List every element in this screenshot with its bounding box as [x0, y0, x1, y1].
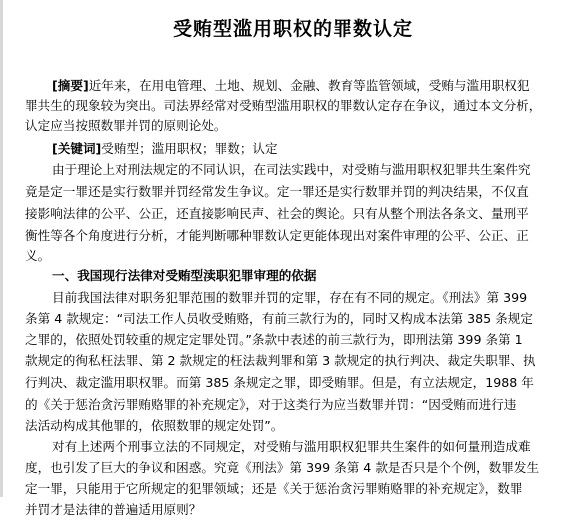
para1-line-6: 的《关于惩治贪污罪贿赂罪的补充规定》，对于这类行为应当数罪并罚：“因受贿而进行违	[25, 397, 517, 412]
intro-line-5: 义。	[25, 248, 51, 263]
document-title: 受贿型滥用职权的罪数认定	[172, 18, 413, 40]
abstract-label: [摘要]	[52, 78, 89, 93]
para2-line-1: 对有上述两个刑事立法的不同规定，对受贿与滥用职权犯罪共生案件的如何量刑造成难	[52, 439, 531, 454]
keywords-line	[52, 139, 575, 159]
abstract-line-3: 认定应当按照数罪并罚的原则论处。	[25, 118, 227, 133]
para1-line-5: 行判决、裁定滥用职权罪。而第 385 条规定之罪，即受贿罪。但是，有立法规定，1988 年	[25, 375, 534, 390]
abstract-line-1: [摘要]近年来，在用电管理、土地、规划、金融、教育等监管领域，受贿与滥用职权犯	[52, 78, 530, 93]
para2-line-3: 定一罪，只能用于它所规定的犯罪领域；还是《关于惩治贪污罪贿赂罪的补充规定》，数罪	[25, 481, 523, 496]
intro-line-2: 竟是定一罪还是实行数罪并罚经常发生争议。定一罪还是实行数罪并罚的判决结果，不仅直	[25, 184, 529, 199]
abstract-line-2: 罪共生的现象较为突出。司法界经常对受贿型滥用职权的罪数认定存在争议，通过本文分析，	[25, 98, 542, 113]
section-heading: 一、我国现行法律对受贿型渎职犯罪审理的依据	[52, 268, 317, 283]
intro-line-1: 由于理论上对刑法规定的不同认识，在司法实践中，对受贿与滥用职权犯罪共生案件究	[52, 162, 531, 177]
keywords-text: 受贿型；滥用职权；罪数；认定	[101, 141, 278, 156]
keywords-label: [关键词]	[52, 141, 102, 156]
para1-line-1: 目前我国法律对职务犯罪范围的数罪并罚的定罪，存在有不同的规定。《刑法》第 399	[52, 290, 528, 305]
para1-line-3: 之罪的，依照处罚较重的规定定罪处罚。”条款中表述的前三款行为，即刑法第 399 条第 1	[25, 332, 523, 347]
para2-line-2: 度，也引发了巨大的争议和困惑。究竟《刑法》第 399 条第 4 款是否只是个个例，数罪发生	[25, 460, 540, 475]
para1-line-7: 法活动构成其他罪的，依照数罪的规定处罚”。	[25, 418, 284, 433]
intro-line-3: 接影响法律的公平、公正，还直接影响民声、社会的舆论。只有从整个刑法各条文、量刑平	[25, 206, 529, 221]
page-left-border	[0, 0, 3, 497]
intro-line-4: 衡性等各个角度进行分析，才能判断哪种罪数认定更能体现出对案件审理的公平、公正、正	[25, 228, 529, 243]
para1-line-4: 款规定的徇私枉法罪、第 2 款规定的枉法裁判罪和第 3 款规定的执行判决、裁定失职罪、执	[25, 353, 536, 368]
para1-line-2: 条第 4 款规定：“司法工作人员收受贿赂，有前三款行为的，同时又构成本法第 385 条规定	[25, 311, 533, 326]
para2-line-4: 并罚才是法律的普遍适用原则？	[25, 502, 202, 517]
